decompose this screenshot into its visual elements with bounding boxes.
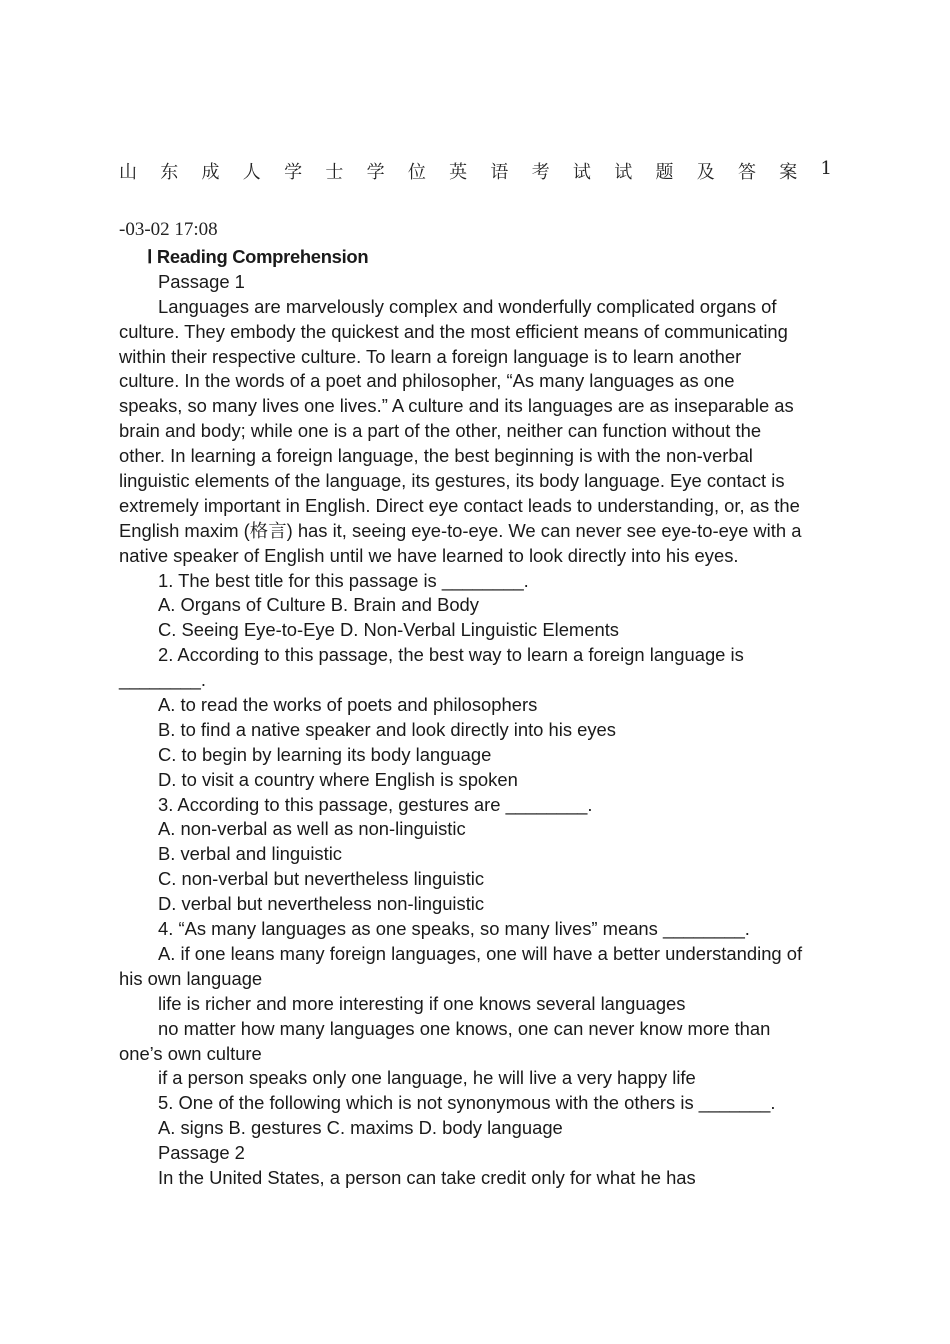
text-line: 1. The best title for this passage is ________. [158,569,529,591]
section-heading: Ⅰ Reading Comprehension [147,246,369,267]
text-line: one’s own culture [119,1042,262,1064]
text-line: his own language [119,967,263,989]
text-line: C. non-verbal but nevertheless linguistic [158,868,485,890]
text-line: Passage 1 [158,270,245,292]
title-char: 英 [449,162,468,183]
title-char: 学 [284,162,303,183]
text-line: A. Organs of Culture B. Brain and Body [158,594,479,616]
title-char: 成 [201,162,220,183]
text-line: A. signs B. gestures C. maxims D. body language [158,1117,563,1139]
text-line: native speaker of English until we have learned to look directly into his eyes. [119,544,739,566]
document-date: -03-02 17:08 [119,219,218,240]
text-line: no matter how many languages one knows, one can never know more than [158,1017,771,1039]
text-line: brain and body; while one is a part of the other, neither can function without the [119,420,762,442]
title-char: 位 [407,162,426,183]
text-line: other. In learning a foreign language, the best beginning is with the non-verbal [119,445,753,467]
text-line: speaks, so many lives one lives.” A culture and its languages are as inseparable as [119,395,794,417]
title-char: 士 [325,162,344,183]
text-line: D. verbal but nevertheless non-linguistic [158,893,485,915]
text-line: 4. “As many languages as one speaks, so many lives” means ________. [158,918,750,940]
title-char: 人 [242,162,261,183]
text-line: B. to find a native speaker and look directly into his eyes [158,718,616,740]
text-line: A. if one leans many foreign languages, one will have a better understanding of [158,942,803,964]
text-line: culture. They embody the quickest and the most efficient means of communicating [119,320,788,342]
text-line: D. to visit a country where English is spoken [158,768,518,790]
text-line: if a person speaks only one language, he will live a very happy life [158,1067,696,1089]
text-line: Passage 2 [158,1142,245,1164]
document-body [119,245,839,1191]
title-char: 答 [737,162,756,183]
text-line: A. to read the works of poets and philosophers [158,694,538,716]
title-char: 1 [820,158,832,179]
title-char: 考 [531,162,550,183]
text-line: within their respective culture. To learn a foreign language is to learn another [119,345,742,367]
text-line: C. Seeing Eye-to-Eye D. Non-Verbal Linguistic Elements [158,619,620,641]
text-line: English maxim (格言) has it, seeing eye-to-eye. We can never see eye-to-eye with a [119,519,802,541]
text-line: In the United States, a person can take credit only for what he has [158,1166,696,1188]
text-line: 3. According to this passage, gestures are ________. [158,793,593,815]
text-line: extremely important in English. Direct eye contact leads to understanding, or, as the [119,494,800,516]
text-line: A. non-verbal as well as non-linguistic [158,818,466,840]
text-line: C. to begin by learning its body language [158,743,492,765]
text-line: 2. According to this passage, the best way to learn a foreign language is [158,644,744,666]
title-char: 及 [696,162,715,183]
title-char: 东 [160,162,179,183]
title-char: 题 [655,162,674,183]
title-char: 案 [779,162,798,183]
text-line: 5. One of the following which is not synonymous with the others is _______. [158,1092,776,1114]
title-char: 语 [490,162,509,183]
text-line: Languages are marvelously complex and wonderfully complicated organs of [158,295,777,317]
title-char: 试 [614,162,633,183]
text-line: linguistic elements of the language, its gestures, its body language. Eye contact is [119,470,785,492]
text-line: ________. [119,669,206,691]
text-line: culture. In the words of a poet and philosopher, “As many languages as one [119,370,735,392]
text-line: B. verbal and linguistic [158,843,343,865]
text-line: life is richer and more interesting if one knows several languages [158,992,686,1014]
title-char: 山 [119,162,137,183]
title-char: 学 [366,162,385,183]
title-char: 试 [572,162,591,183]
document-title [119,158,832,184]
